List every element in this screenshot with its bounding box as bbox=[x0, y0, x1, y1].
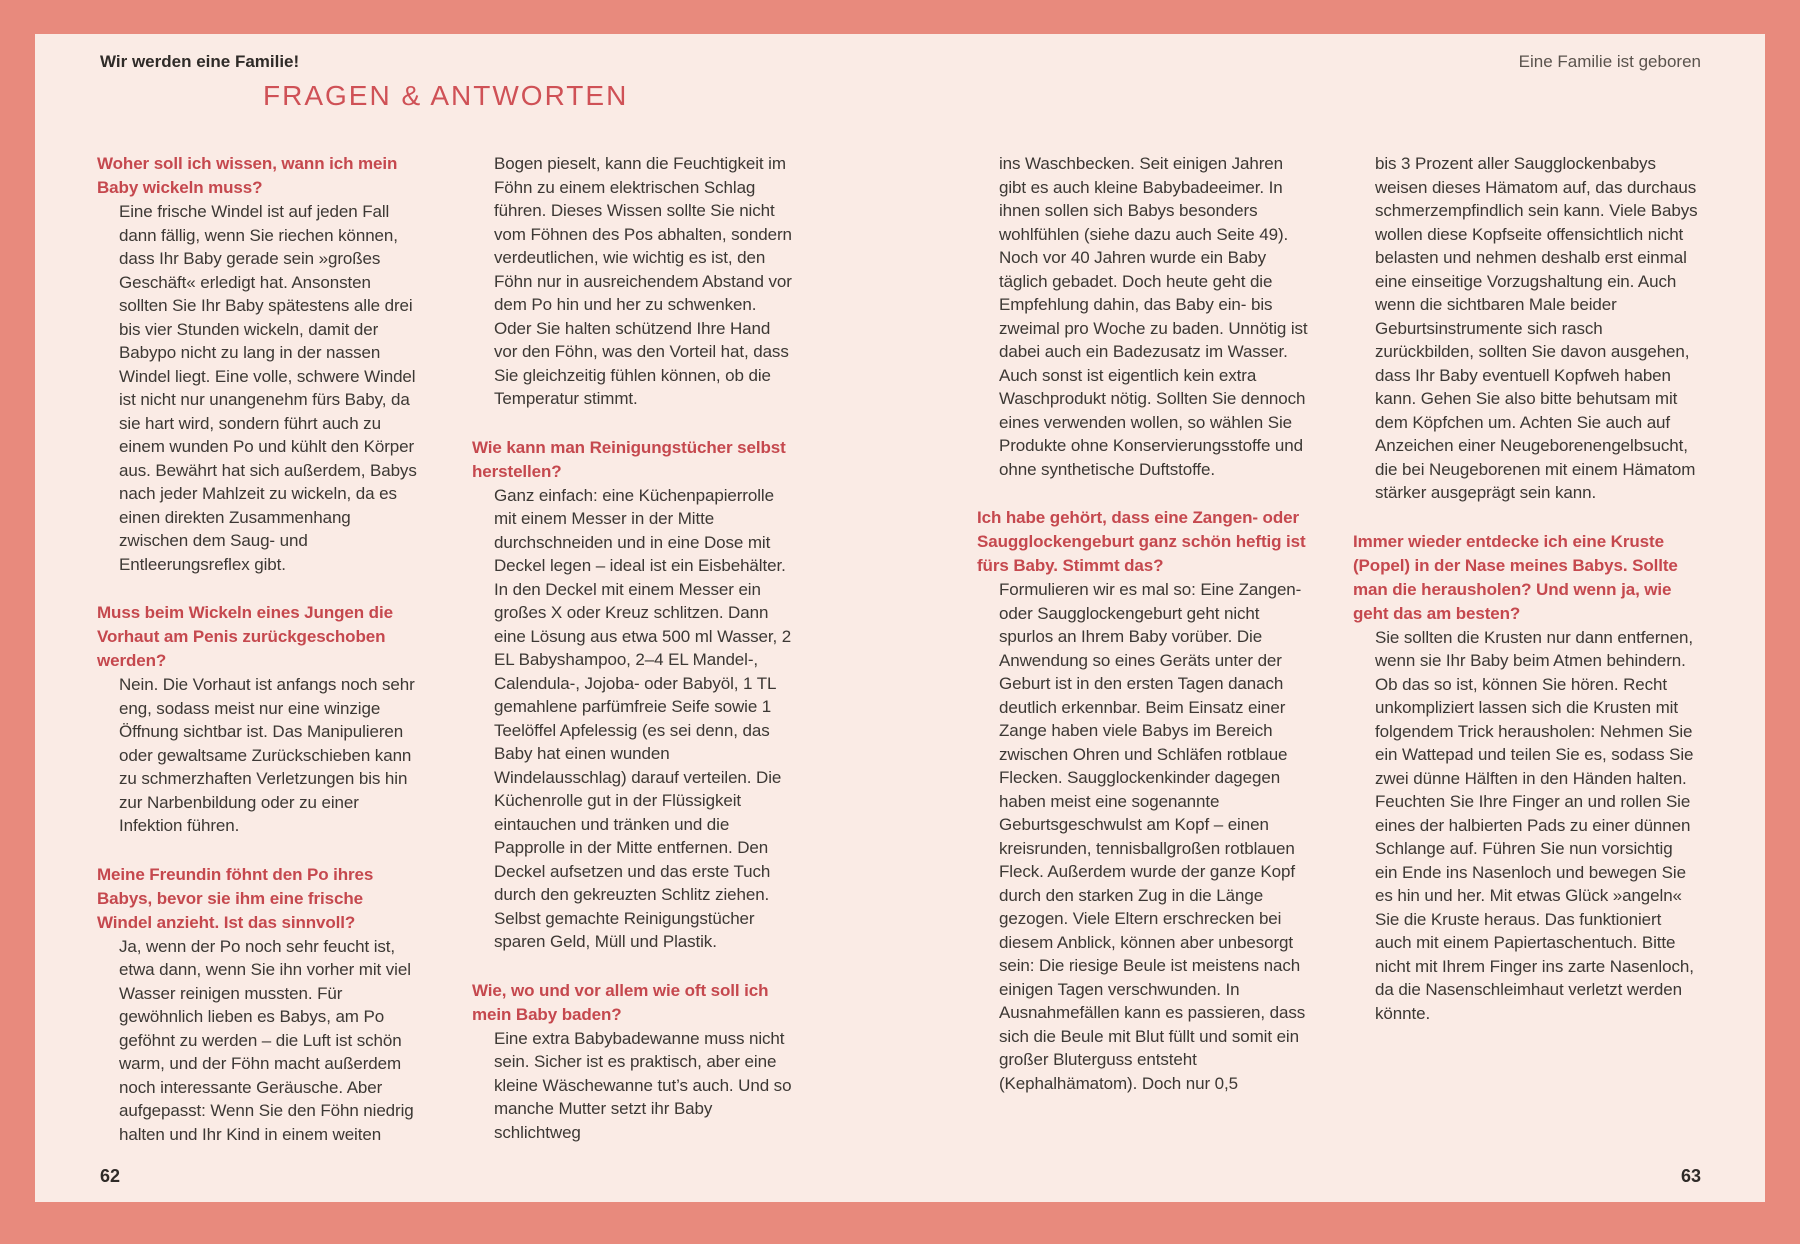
answer-paragraph: Nein. Die Vorhaut ist anfangs noch sehr eng, sodass meist nur eine winzige Öffnung sichtbar ist. Das Manipulieren oder gewaltsame Zurückschieben kann zu schmerzhaften Verletzungen bis hin zur Narbenbildung oder zu einer Infektion führen. bbox=[119, 675, 415, 835]
answer-paragraph: Eine extra Babybadewanne muss nicht sein. Sicher ist es praktisch, aber eine kleine Wäschewanne tut’s auch. Und so manche Mutter setzt ihr Baby schlichtweg bbox=[494, 1028, 792, 1142]
answer-continuation: bis 3 Prozent aller Saugglockenbabys weisen dieses Hämatom auf, das durchaus schmerzempfindlich sein kann. Viele Babys wollen diese Kopfseite offensichtlich nicht belasten und nehmen deshalb erst einmal eine einseitige Vorzugshaltung ein. Auch wenn die sichtbaren Male beider Geburtsinstrumente sich rasch zurückbilden, sollten Sie davon ausgehen, dass Ihr Baby eventuell Kopfweh haben kann. Gehen Sie also bitte behutsam mit dem Köpfchen um. Achten Sie auch auf Anzeichen einer Neugeborenengelbsucht, die bei Neugeborenen mit einem Hämatom stärker ausgeprägt sein kann. bbox=[1375, 154, 1698, 502]
question-heading: Wie, wo und vor allem wie oft soll ich mein Baby baden? bbox=[472, 980, 769, 1024]
answer-paragraph: Ganz einfach: eine Küchenpapierrolle mit einem Messer in der Mitte durchschneiden und in eine Dose mit Deckel legen – ideal ist ein Eisbehälter. In den Deckel mit einem Messer ein großes X oder Kreuz schlitzen. Dann eine Lösung aus etwa 500 ml Wasser, 2 EL Babyshampoo, 2–4 EL Mandel-, Calendula-, Jojoba- oder Babyöl, 1 TL gemahlene parfümfreie Seife sowie 1 Teelöffel Apfelessig (es sei denn, das Baby hat einen wunden Windelausschlag) darauf verteilen. Die Küchenrolle gut in der Flüssigkeit eintauchen und tränken und die Papprolle in der Mitte entfernen. Den Deckel aufsetzen und das erste Tuch durch den gekreuzten Schlitz ziehen. Selbst gemachte Reinigungstücher sparen Geld, Müll und Plastik. bbox=[494, 485, 792, 951]
question-heading: Woher soll ich wissen, wann ich mein Baby wickeln muss? bbox=[97, 154, 398, 197]
answer-continuation: ins Waschbecken. Seit einigen Jahren gibt es auch kleine Babybadeeimer. In ihnen sollen sich Babys besonders wohlfühlen (siehe dazu auch Seite 49). Noch vor 40 Jahren wurde ein Baby täglich gebadet. Doch heute geht die Empfehlung dahin, das Baby ein- bis zweimal pro Woche zu baden. Unnötig ist dabei auch ein Badezusatz im Wasser. Auch sonst ist eigentlich kein extra Waschprodukt nötig. Sollten Sie dennoch eines verwenden wollen, so wählen Sie Produkte ohne Konservierungsstoffe und ohne synthetische Duftstoffe. bbox=[999, 154, 1308, 479]
question-heading: Ich habe gehört, dass eine Zangen- oder Saugglockengeburt ganz schön heftig ist fürs Baby. Stimmt das? bbox=[977, 508, 1306, 575]
text-column-2 bbox=[472, 152, 794, 1144]
page-number-left: 62 bbox=[100, 1166, 121, 1186]
page-spread bbox=[35, 34, 1765, 1202]
question-heading: Muss beim Wickeln eines Jungen die Vorhaut am Penis zurückgeschoben werden? bbox=[97, 603, 393, 670]
question-heading: Immer wieder entdecke ich eine Kruste (Popel) in der Nase meines Babys. Sollte man die herausholen? Und wenn ja, wie geht das am besten? bbox=[1353, 531, 1678, 623]
text-column-3 bbox=[977, 152, 1313, 1095]
running-head-left: Wir werden eine Familie! bbox=[100, 52, 300, 71]
running-head-right: Eine Familie ist geboren bbox=[1518, 52, 1701, 71]
answer-paragraph: Eine frische Windel ist auf jeden Fall dann fällig, wenn Sie riechen können, dass Ihr Baby gerade sein »großes Geschäft« erledigt hat. Ansonsten sollten Sie Ihr Baby spätestens alle drei bis vier Stunden wickeln, damit der Babypo nicht zu lang in der nassen Windel liegt. Eine volle, schwere Windel ist nicht nur unangenehm fürs Baby, da sie hart wird, sondern führt auch zu einem wunden Po und kühlt den Körper aus. Bewährt hat sich außerdem, Babys nach jeder Mahlzeit zu wickeln, da es einen direkten Zusammenhang zwischen dem Saug- und Entleerungsreflex gibt. bbox=[119, 202, 417, 574]
answer-paragraph: Sie sollten die Krusten nur dann entfernen, wenn sie Ihr Baby beim Atmen behindern. Ob das so ist, können Sie hören. Recht unkompliziert lassen sich die Krusten mit folgendem Trick herausholen: Nehmen Sie ein Wattepad und teilen Sie es, sodass Sie zwei dünne Hälften in den Händen halten. Feuchten Sie Ihre Finger an und rollen Sie eines der halbierten Pads zu einer dünnen Schlange auf. Führen Sie nun vorsichtig ein Ende ins Nasenloch und bewegen Sie es hin und her. Mit etwas Glück »angeln« Sie die Kruste heraus. Das funktioniert auch mit einem Papiertaschentuch. Bitte nicht mit Ihrem Finger ins zarte Nasenloch, da die Nasenschleimhaut verletzt werden könnte. bbox=[1375, 627, 1694, 1023]
answer-paragraph: Ja, wenn der Po noch sehr feucht ist, etwa dann, wenn Sie ihn vorher mit viel Wasser reinigen mussten. Für gewöhnlich lieben es Babys, am Po geföhnt zu werden – die Luft ist schön warm, und der Föhn macht außerdem noch interessante Geräusche. Aber aufgepasst: Wenn Sie den Föhn niedrig halten und Ihr Kind in einem weiten bbox=[119, 936, 414, 1144]
question-heading: Wie kann man Reinigungstücher selbst herstellen? bbox=[472, 437, 786, 481]
text-column-1 bbox=[97, 152, 419, 1146]
question-heading: Meine Freundin föhnt den Po ihres Babys, bevor sie ihm eine frische Windel anzieht. Ist das sinnvoll? bbox=[97, 864, 374, 932]
text-column-4 bbox=[1353, 152, 1699, 1025]
answer-paragraph: Formulieren wir es mal so: Eine Zangen- oder Saugglockengeburt geht nicht spurlos an Ihrem Baby vorüber. Die Anwendung so eines Geräts unter der Geburt ist in den ersten Tagen danach deutlich erkennbar. Beim Einsatz einer Zange haben viele Babys im Bereich zwischen Ohren und Schläfen rotblaue Flecken. Saugglockenkinder dagegen haben meist eine sogenannte Geburtsgeschwulst am Kopf – einen kreisrunden, tennisballgroßen rotblauen Fleck. Außerdem wurde der ganze Kopf durch den starken Zug in die Länge gezogen. Viele Eltern erschrecken bei diesem Anblick, können aber unbesorgt sein: Die riesige Beule ist meistens nach einigen Tagen verschwunden. In Ausnahmefällen kann es passieren, dass sich die Beule mit Blut füllt und somit ein großer Bluterguss entsteht (Kephalhämatom). Doch nur 0,5 bbox=[999, 580, 1306, 1093]
page-number-right: 63 bbox=[1680, 1166, 1701, 1186]
section-title: FRAGEN & ANTWORTEN bbox=[263, 80, 629, 111]
answer-continuation: Bogen pieselt, kann die Feuchtigkeit im Föhn zu einem elektrischen Schlag führen. Dieses Wissen sollte Sie nicht vom Föhnen des Pos abhalten, sondern verdeutlichen, wie wichtig es ist, den Föhn nur in ausreichendem Abstand vor dem Po hin und her zu schwenken. Oder Sie halten schützend Ihre Hand vor den Föhn, was den Vorteil hat, dass Sie gleichzeitig fühlen können, ob die Temperatur stimmt. bbox=[494, 154, 792, 408]
